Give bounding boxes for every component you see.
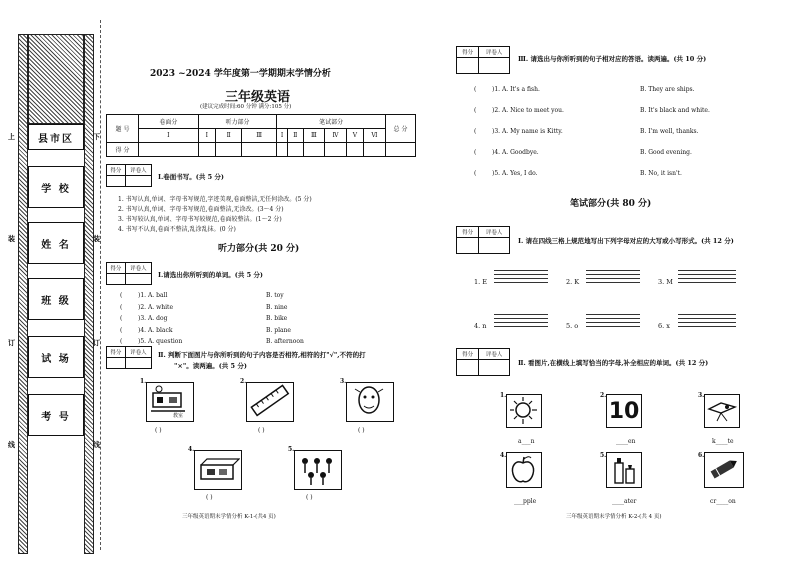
score-sub-w3: Ⅲ <box>303 129 324 143</box>
w1-title: Ⅰ. 请在四线三格上规范地写出下列字母对应的大写或小写形式。(共 12 分) <box>518 237 734 245</box>
grid-line <box>678 282 736 283</box>
field-county[interactable] <box>28 124 84 150</box>
side-char-4: 线 <box>8 440 15 449</box>
grader-score-cell[interactable] <box>107 358 126 369</box>
grader-score-cell[interactable] <box>457 58 479 74</box>
side-char-2: 装 <box>8 234 15 243</box>
side-char-3: 订 <box>8 338 15 347</box>
s3-item-option-a: )5. A. Yes, I do. <box>492 170 538 177</box>
grader-reviewer-label: 评卷人 <box>125 263 151 274</box>
score-col-total: 总 分 <box>386 115 416 143</box>
score-cell[interactable] <box>363 143 385 157</box>
grader-reviewer-cell[interactable] <box>479 238 510 254</box>
score-sub-w2: Ⅱ <box>287 129 303 143</box>
time-note: (建议完成时间:60 分钟 满分:105 分) <box>200 104 292 110</box>
grid-line <box>494 278 548 279</box>
paren-2[interactable]: ( ) <box>258 427 265 434</box>
w2-pic-sun <box>506 394 542 428</box>
s1-item-paren[interactable]: ( <box>120 338 123 345</box>
pic-num-2: 2. <box>240 378 247 385</box>
field-exam-room-label: 试 场 <box>41 353 71 365</box>
score-sub-w1: Ⅰ <box>277 129 288 143</box>
grader-box-s1 <box>106 262 152 285</box>
w2-blank-5[interactable]: ____ater <box>612 498 637 505</box>
score-cell[interactable] <box>139 143 199 157</box>
grader-score-cell[interactable] <box>107 176 126 187</box>
w2-blank-6[interactable]: cr____on <box>710 498 736 505</box>
field-name-label: 姓 名 <box>41 239 71 251</box>
pic-pencil-box <box>194 450 242 490</box>
w2-num-5: 5. <box>600 452 607 459</box>
grader-box-s2 <box>106 346 152 369</box>
face-icon <box>347 383 392 420</box>
w1-letter-label: 2. K <box>566 278 580 286</box>
score-cell[interactable] <box>347 143 364 157</box>
field-class-label: 班 级 <box>41 295 71 307</box>
listening-heading: 听力部分(共 20 分) <box>218 244 300 254</box>
s3-item-option-b: B. I'm well, thanks. <box>640 128 699 135</box>
w2-pic-apple <box>506 452 542 488</box>
w2-num-6: 6. <box>698 452 705 459</box>
grid-line <box>494 322 548 323</box>
w2-pic-ten-text: 10 <box>608 398 640 424</box>
grader-score-label: 得分 <box>107 165 126 176</box>
grid-line <box>494 270 548 271</box>
s3-title: Ⅲ. 请选出与你所听到的句子相对应的答语。读两遍。(共 10 分) <box>518 55 707 63</box>
w1-four-line-grid[interactable] <box>586 314 640 330</box>
grader-score-label: 得分 <box>457 47 479 58</box>
s3-item-option-a: )1. A. It's a fish. <box>492 86 540 93</box>
grid-line <box>678 318 736 319</box>
grader-box-w2 <box>456 348 510 376</box>
s1-item-option-a: )3. A. dog <box>138 315 168 322</box>
s1-item-option-a: )1. A. ball <box>138 292 168 299</box>
s0-item-3: 3. 书写较认真,单词、字母书写较规范,卷面较整洁。(1～2 分) <box>118 216 282 223</box>
w1-four-line-grid[interactable] <box>586 270 640 286</box>
grader-reviewer-label: 评卷人 <box>479 227 510 238</box>
s1-item-paren[interactable]: ( <box>120 292 123 299</box>
score-sub-l1: Ⅰ <box>198 129 215 143</box>
w1-letter-label: 4. n <box>474 322 487 330</box>
score-cell[interactable] <box>216 143 242 157</box>
s1-item-option-b: B. plane <box>266 326 291 334</box>
sun-icon <box>507 395 540 426</box>
grid-line <box>678 270 736 271</box>
s1-item-option-a: )4. A. black <box>138 326 173 334</box>
pic-kids <box>294 450 342 490</box>
field-class[interactable] <box>28 278 84 320</box>
pic-classroom-label: 教室 <box>173 413 184 419</box>
score-table <box>106 114 416 157</box>
field-school-label: 学 校 <box>41 183 71 195</box>
grader-reviewer-cell[interactable] <box>125 274 151 285</box>
s1-item-option-b: B. bike <box>266 315 288 322</box>
grid-line <box>678 322 736 323</box>
subject-title: 三年级英语 <box>225 90 291 105</box>
s0-item-2: 2. 书写认真,单词、字母书写规范,卷面整洁,无涂改。(3～4 分) <box>118 206 284 213</box>
w2-num-3: 3. <box>698 392 705 399</box>
footer-left: 三年级英语期末学情分析 K-1-(共4 页) <box>182 514 276 520</box>
field-exam-room[interactable] <box>28 336 84 378</box>
w2-blank-4[interactable]: ___pple <box>514 498 537 505</box>
s3-item-option-a: )2. A. Nice to meet you. <box>492 107 564 114</box>
w1-letter-label: 6. x <box>658 322 670 330</box>
side-char-1: 上 <box>8 132 15 141</box>
grader-reviewer-label: 评卷人 <box>479 47 510 58</box>
classroom-icon <box>147 383 192 420</box>
grid-line <box>494 318 548 319</box>
score-cell[interactable] <box>325 143 347 157</box>
score-sub-w6: Ⅵ <box>363 129 385 143</box>
w1-four-line-grid[interactable] <box>494 270 548 286</box>
field-name[interactable] <box>28 222 84 264</box>
s3-item-paren[interactable]: ( <box>474 107 477 114</box>
grader-score-cell[interactable] <box>457 238 479 254</box>
grader-box-s3 <box>456 46 510 74</box>
score-row-label: 得 分 <box>107 143 139 157</box>
grader-reviewer-cell[interactable] <box>125 176 151 187</box>
score-cell[interactable] <box>287 143 303 157</box>
pic-ruler <box>246 382 294 422</box>
s1-item-option-b: B. nine <box>266 303 288 311</box>
score-sub-l2: Ⅱ <box>216 129 242 143</box>
s0-item-1: 1. 书写认真,单词、字母书写规范,字迹美观,卷面整洁,无任何涂改。(5 分) <box>118 196 312 203</box>
grid-line <box>494 326 548 327</box>
grid-line <box>678 274 736 275</box>
grader-reviewer-label: 评卷人 <box>125 165 151 176</box>
binding-strip-left <box>18 34 28 554</box>
score-cell[interactable] <box>242 143 277 157</box>
s1-item-option-a: )2. A. white <box>138 303 174 311</box>
paren-5[interactable]: ( ) <box>306 494 313 501</box>
s3-item-option-a: )3. A. My name is Kitty. <box>492 128 563 135</box>
grader-reviewer-cell[interactable] <box>125 358 151 369</box>
grid-line <box>586 322 640 323</box>
s1-item-paren[interactable]: ( <box>120 303 123 311</box>
paren-1[interactable]: ( ) <box>155 427 162 434</box>
score-col-listen: 听力部分 <box>198 115 277 129</box>
grid-line <box>494 314 548 315</box>
score-sub-neat: Ⅰ <box>139 129 199 143</box>
score-cell[interactable] <box>198 143 215 157</box>
score-table-header: 题 号 <box>107 115 139 143</box>
w1-four-line-grid[interactable] <box>678 314 736 330</box>
grid-line <box>494 274 548 275</box>
score-col-neat: 卷面分 <box>139 115 199 129</box>
w1-letter-label: 1. E <box>474 278 488 286</box>
pic-num-3: 3. <box>340 378 347 385</box>
w2-num-4: 4. <box>500 452 507 459</box>
grader-reviewer-cell[interactable] <box>479 58 510 74</box>
s3-item-option-b: B. Good evening. <box>640 149 692 156</box>
children-icon <box>295 451 340 488</box>
side-char-8: 线 <box>93 440 100 449</box>
w1-four-line-grid[interactable] <box>678 270 736 286</box>
grid-line <box>586 318 640 319</box>
score-cell[interactable] <box>277 143 288 157</box>
w1-letter-label: 5. o <box>566 322 579 330</box>
w1-four-line-grid[interactable] <box>494 314 548 330</box>
s2-title: Ⅱ. 判断下面图片与你所听到的句子内容是否相符,相符的打"√",不符的打 <box>158 351 366 359</box>
s1-item-option-b: B. afternoon <box>266 338 304 345</box>
pic-face <box>346 382 394 422</box>
binding-strip-right <box>84 34 94 554</box>
grader-reviewer-label: 评卷人 <box>479 349 510 360</box>
pic-classroom <box>146 382 194 422</box>
grid-line <box>586 282 640 283</box>
pic-num-4: 4. <box>188 446 195 453</box>
s3-item-paren[interactable]: ( <box>474 86 477 93</box>
s1-title: Ⅰ.请选出你所听到的单词。(共 5 分) <box>158 271 264 279</box>
score-col-write: 笔试部分 <box>277 115 386 129</box>
side-char-6: 装 <box>93 234 100 243</box>
score-cell[interactable] <box>303 143 324 157</box>
grader-score-label: 得分 <box>457 227 479 238</box>
w2-blank-2[interactable]: ____en <box>616 438 636 445</box>
grid-line <box>586 270 640 271</box>
grid-line <box>586 326 640 327</box>
pencil-box-icon <box>195 451 240 488</box>
grid-line <box>586 314 640 315</box>
apple-icon <box>507 453 540 486</box>
grader-reviewer-label: 评卷人 <box>125 347 151 358</box>
water-bottle-icon <box>607 453 640 486</box>
s0-title: Ⅰ.卷面书写。(共 5 分) <box>158 173 225 181</box>
s3-item-option-a: )4. A. Goodbye. <box>492 149 539 156</box>
score-sub-w4: Ⅳ <box>325 129 347 143</box>
s1-item-option-b: B. toy <box>266 292 284 299</box>
kite-icon <box>705 395 738 426</box>
side-char-5: 下 <box>93 132 100 141</box>
w1-letter-label: 3. M <box>658 278 673 286</box>
s3-item-option-b: B. No, it isn't. <box>640 170 682 177</box>
crayon-icon <box>705 453 742 486</box>
w2-blank-1[interactable]: a___n <box>518 438 535 445</box>
grader-box-s0 <box>106 164 152 187</box>
s3-item-paren[interactable]: ( <box>474 149 477 156</box>
grader-score-cell[interactable] <box>107 274 126 285</box>
w2-pic-ten <box>606 394 642 428</box>
grid-line <box>678 326 736 327</box>
footer-right: 三年级英语期末学情分析 K-2-(共 4 页) <box>566 514 662 520</box>
pic-num-5: 5. <box>288 446 295 453</box>
exam-title: 2023 ~2024 学年度第一学期期末学情分析 <box>150 69 331 79</box>
field-county-label: 县市区 <box>38 133 74 145</box>
s2-title-2: "×"。读两遍。(共 5 分) <box>174 362 247 370</box>
s1-item-option-a: )5. A. question <box>138 338 183 345</box>
field-exam-number-label: 考 号 <box>41 411 71 423</box>
ruler-icon <box>247 383 292 420</box>
s0-item-4: 4. 书写不认真,卷面不整洁,乱涂乱抹。(0 分) <box>118 226 236 233</box>
grader-score-cell[interactable] <box>457 360 479 376</box>
w2-blank-3[interactable]: k____te <box>712 438 734 445</box>
side-char-7: 订 <box>93 338 100 347</box>
grader-score-label: 得分 <box>107 347 126 358</box>
binding-dash-line <box>100 20 101 550</box>
s3-item-option-b: B. It's black and white. <box>640 107 710 114</box>
grader-score-label: 得分 <box>107 263 126 274</box>
pic-num-1: 1. <box>140 378 147 385</box>
grid-line <box>678 314 736 315</box>
written-heading: 笔试部分(共 80 分) <box>570 199 652 209</box>
field-exam-number[interactable] <box>28 394 84 436</box>
w2-num-2: 2. <box>600 392 607 399</box>
score-sub-l3: Ⅲ <box>242 129 277 143</box>
w2-pic-kite <box>704 394 740 428</box>
grid-line <box>494 282 548 283</box>
s3-item-paren[interactable]: ( <box>474 170 477 177</box>
w2-title: Ⅱ. 看图片,在横线上填写恰当的字母,补全相应的单词。(共 12 分) <box>518 359 709 367</box>
grader-box-w1 <box>456 226 510 254</box>
binding-strip-center <box>28 34 84 124</box>
grader-reviewer-cell[interactable] <box>479 360 510 376</box>
grid-line <box>586 278 640 279</box>
grader-score-label: 得分 <box>457 349 479 360</box>
w2-pic-crayon <box>704 452 744 488</box>
paren-4[interactable]: ( ) <box>206 494 213 501</box>
grid-line <box>586 274 640 275</box>
s1-item-paren[interactable]: ( <box>120 315 123 322</box>
grid-line <box>678 278 736 279</box>
paren-3[interactable]: ( ) <box>358 427 365 434</box>
s3-item-paren[interactable]: ( <box>474 128 477 135</box>
w2-pic-water <box>606 452 642 488</box>
score-sub-w5: Ⅴ <box>347 129 364 143</box>
s1-item-paren[interactable]: ( <box>120 326 123 334</box>
w2-num-1: 1. <box>500 392 507 399</box>
score-cell[interactable] <box>386 143 416 157</box>
s3-item-option-b: B. They are ships. <box>640 86 695 93</box>
field-school[interactable] <box>28 166 84 208</box>
